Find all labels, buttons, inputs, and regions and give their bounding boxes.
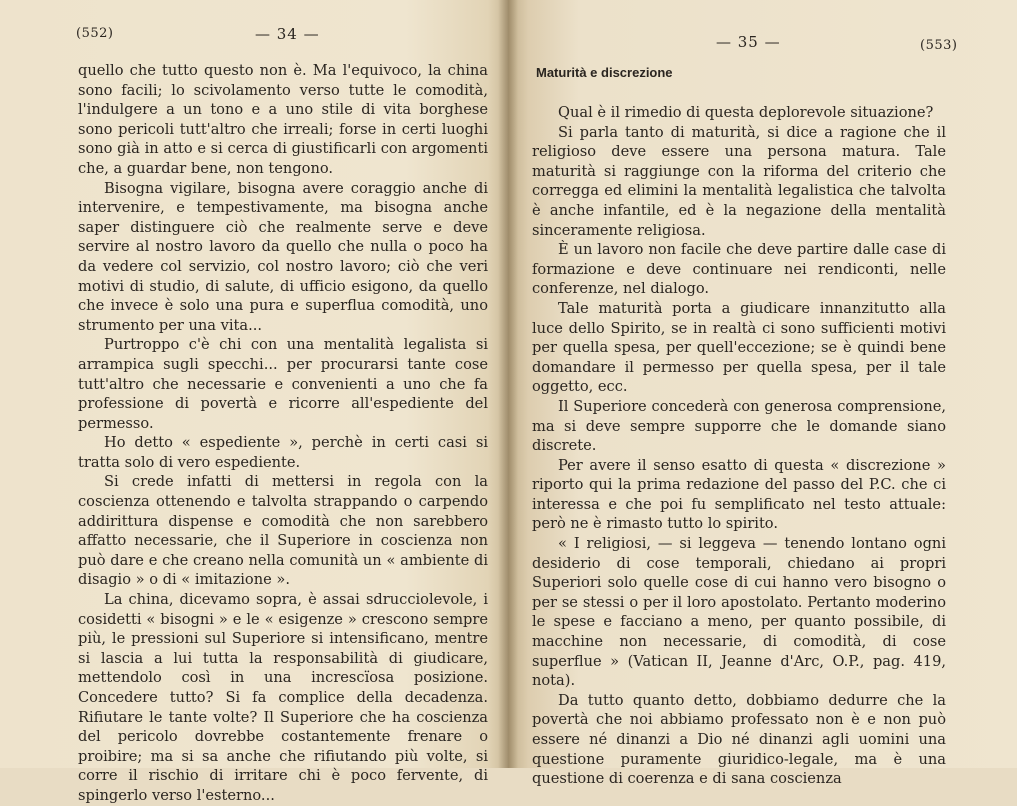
paragraph: È un lavoro non facile che deve partire dalle case di formazione e deve continuare nei rendiconti, nelle conferenze, nel dialogo. xyxy=(532,241,946,298)
paragraph: Tale maturità porta a giudicare innanzitutto alla luce dello Spirito, se in realtà ci sono sufficienti motivi per quella spesa, per quell'eccezione; se è quindi bene domandare il permesso per quella spesa, per il tale oggetto, ecc. xyxy=(532,299,946,396)
left-folio: (552) xyxy=(76,26,114,41)
paragraph: Per avere il senso esatto di questa « discrezione » riporto qui la prima redazione del passo del P.C. che ci interessa e che poi fu semplificato nel testo attuale: però ne è rimasto tutto lo spirito. xyxy=(532,456,946,533)
paragraph: Qual è il rimedio di questa deplorevole situazione? xyxy=(558,104,934,121)
paragraph: Bisogna vigilare, bisogna avere coraggio anche di intervenire, e tempestivamente, ma bisogna anche saper distinguere ciò che realmente serve e deve servire al nostro lavoro da quello che nulla o poco ha da vedere col servizio, col nostro lavoro; ciò che veri motivi di studio, di salute, di ufficio esigono, da quello che invece è solo una pura e superflua comodità, uno strumento per una vita... xyxy=(78,179,488,334)
section-title: Maturità e discrezione xyxy=(536,65,673,80)
left-page xyxy=(0,0,508,804)
paragraph: La china, dicevamo sopra, è assai sdrucciolevole, i cosidetti « bisogni » e le « esigenze » crescono sempre più, le pressioni sul Superiore si intensificano, mentre si lascia a lui tutta la responsabilità di giudicare, mettendolo così in una increscïosa posizione. Concedere tutto? Si fa complice della decadenza. Rifiutare le tante volte? Il Superiore che ha coscienza del pericolo dovrebbe costantemente frenare o proibire; ma si sa anche che rifiutando più volte, si corre il rischio di irritare chi è poco fervente, di spingerlo verso l'esterno... xyxy=(78,591,488,804)
paragraph: Ho detto « espediente », perchè in certi casi si tratta solo di vero espediente. xyxy=(78,434,488,471)
right-running-head: — 35 — xyxy=(716,33,781,51)
right-body-text xyxy=(532,103,946,789)
right-folio: (553) xyxy=(920,38,958,53)
paragraph: Il Superiore concederà con generosa comprensione, ma si deve sempre supporre che le domande siano discrete. xyxy=(532,397,946,455)
right-page xyxy=(508,0,1017,788)
paragraph: quello che tutto questo non è. Ma l'equivoco, la china sono facili; lo scivolamento verso tutte le comodità, l'indulgere a un tono e a uno stile di vita borghese sono pericoli tutt'altro che irreali; forse in certi luoghi sono già in atto e si cerca di giustificarli con argomenti che, a guardar bene, non tengono. xyxy=(78,62,488,177)
book-gutter xyxy=(498,0,518,768)
left-running-head: — 34 — xyxy=(255,25,320,43)
paragraph: Si parla tanto di maturità, si dice a ragione che il religioso deve essere una persona matura. Tale maturità si raggiunge con la riforma del criterio che corregga ed elimini la mentalità legalistica che talvolta è anche infantile, ed è la negazione della mentalità sinceramente religiosa. xyxy=(532,123,946,239)
paragraph: « I religiosi, — si leggeva — tenendo lontano ogni desiderio di cose temporali, chiedano ai propri Superiori solo quelle cose di cui hanno vero bisogno o per se stessi o per il loro apostolato. Pertanto moderino le spese e facciano a meno, per quanto possibile, di macchine non necessarie, di comodità, di cose superflue » (Vatican II, Jeanne d'Arc, O.P., pag. 419, nota). xyxy=(532,535,946,690)
left-body-text xyxy=(78,61,488,806)
paragraph: Si crede infatti di mettersi in regola con la coscienza ottenendo e talvolta strappando o carpendo addirittura dispense e comodità che non sarebbero affatto necessarie, che il Superiore in coscienza non può dare e che creano nella comunità un « ambiente di disagio » o di « imitazione ». xyxy=(78,473,488,589)
paragraph: Purtroppo c'è chi con una mentalità legalista si arrampica sugli specchi... per procurarsi tante cose tutt'altro che necessarie e convenienti a uno che fa professione di povertà e ricorre all'espediente del permesso. xyxy=(78,336,488,432)
paragraph: Da tutto quanto detto, dobbiamo dedurre che la povertà che noi abbiamo professato non è e non può essere né dinanzi a Dio né dinanzi agli uomini una questione puramente giuridico-legale, ma è una questione di coerenza e di sana coscienza xyxy=(532,691,946,788)
